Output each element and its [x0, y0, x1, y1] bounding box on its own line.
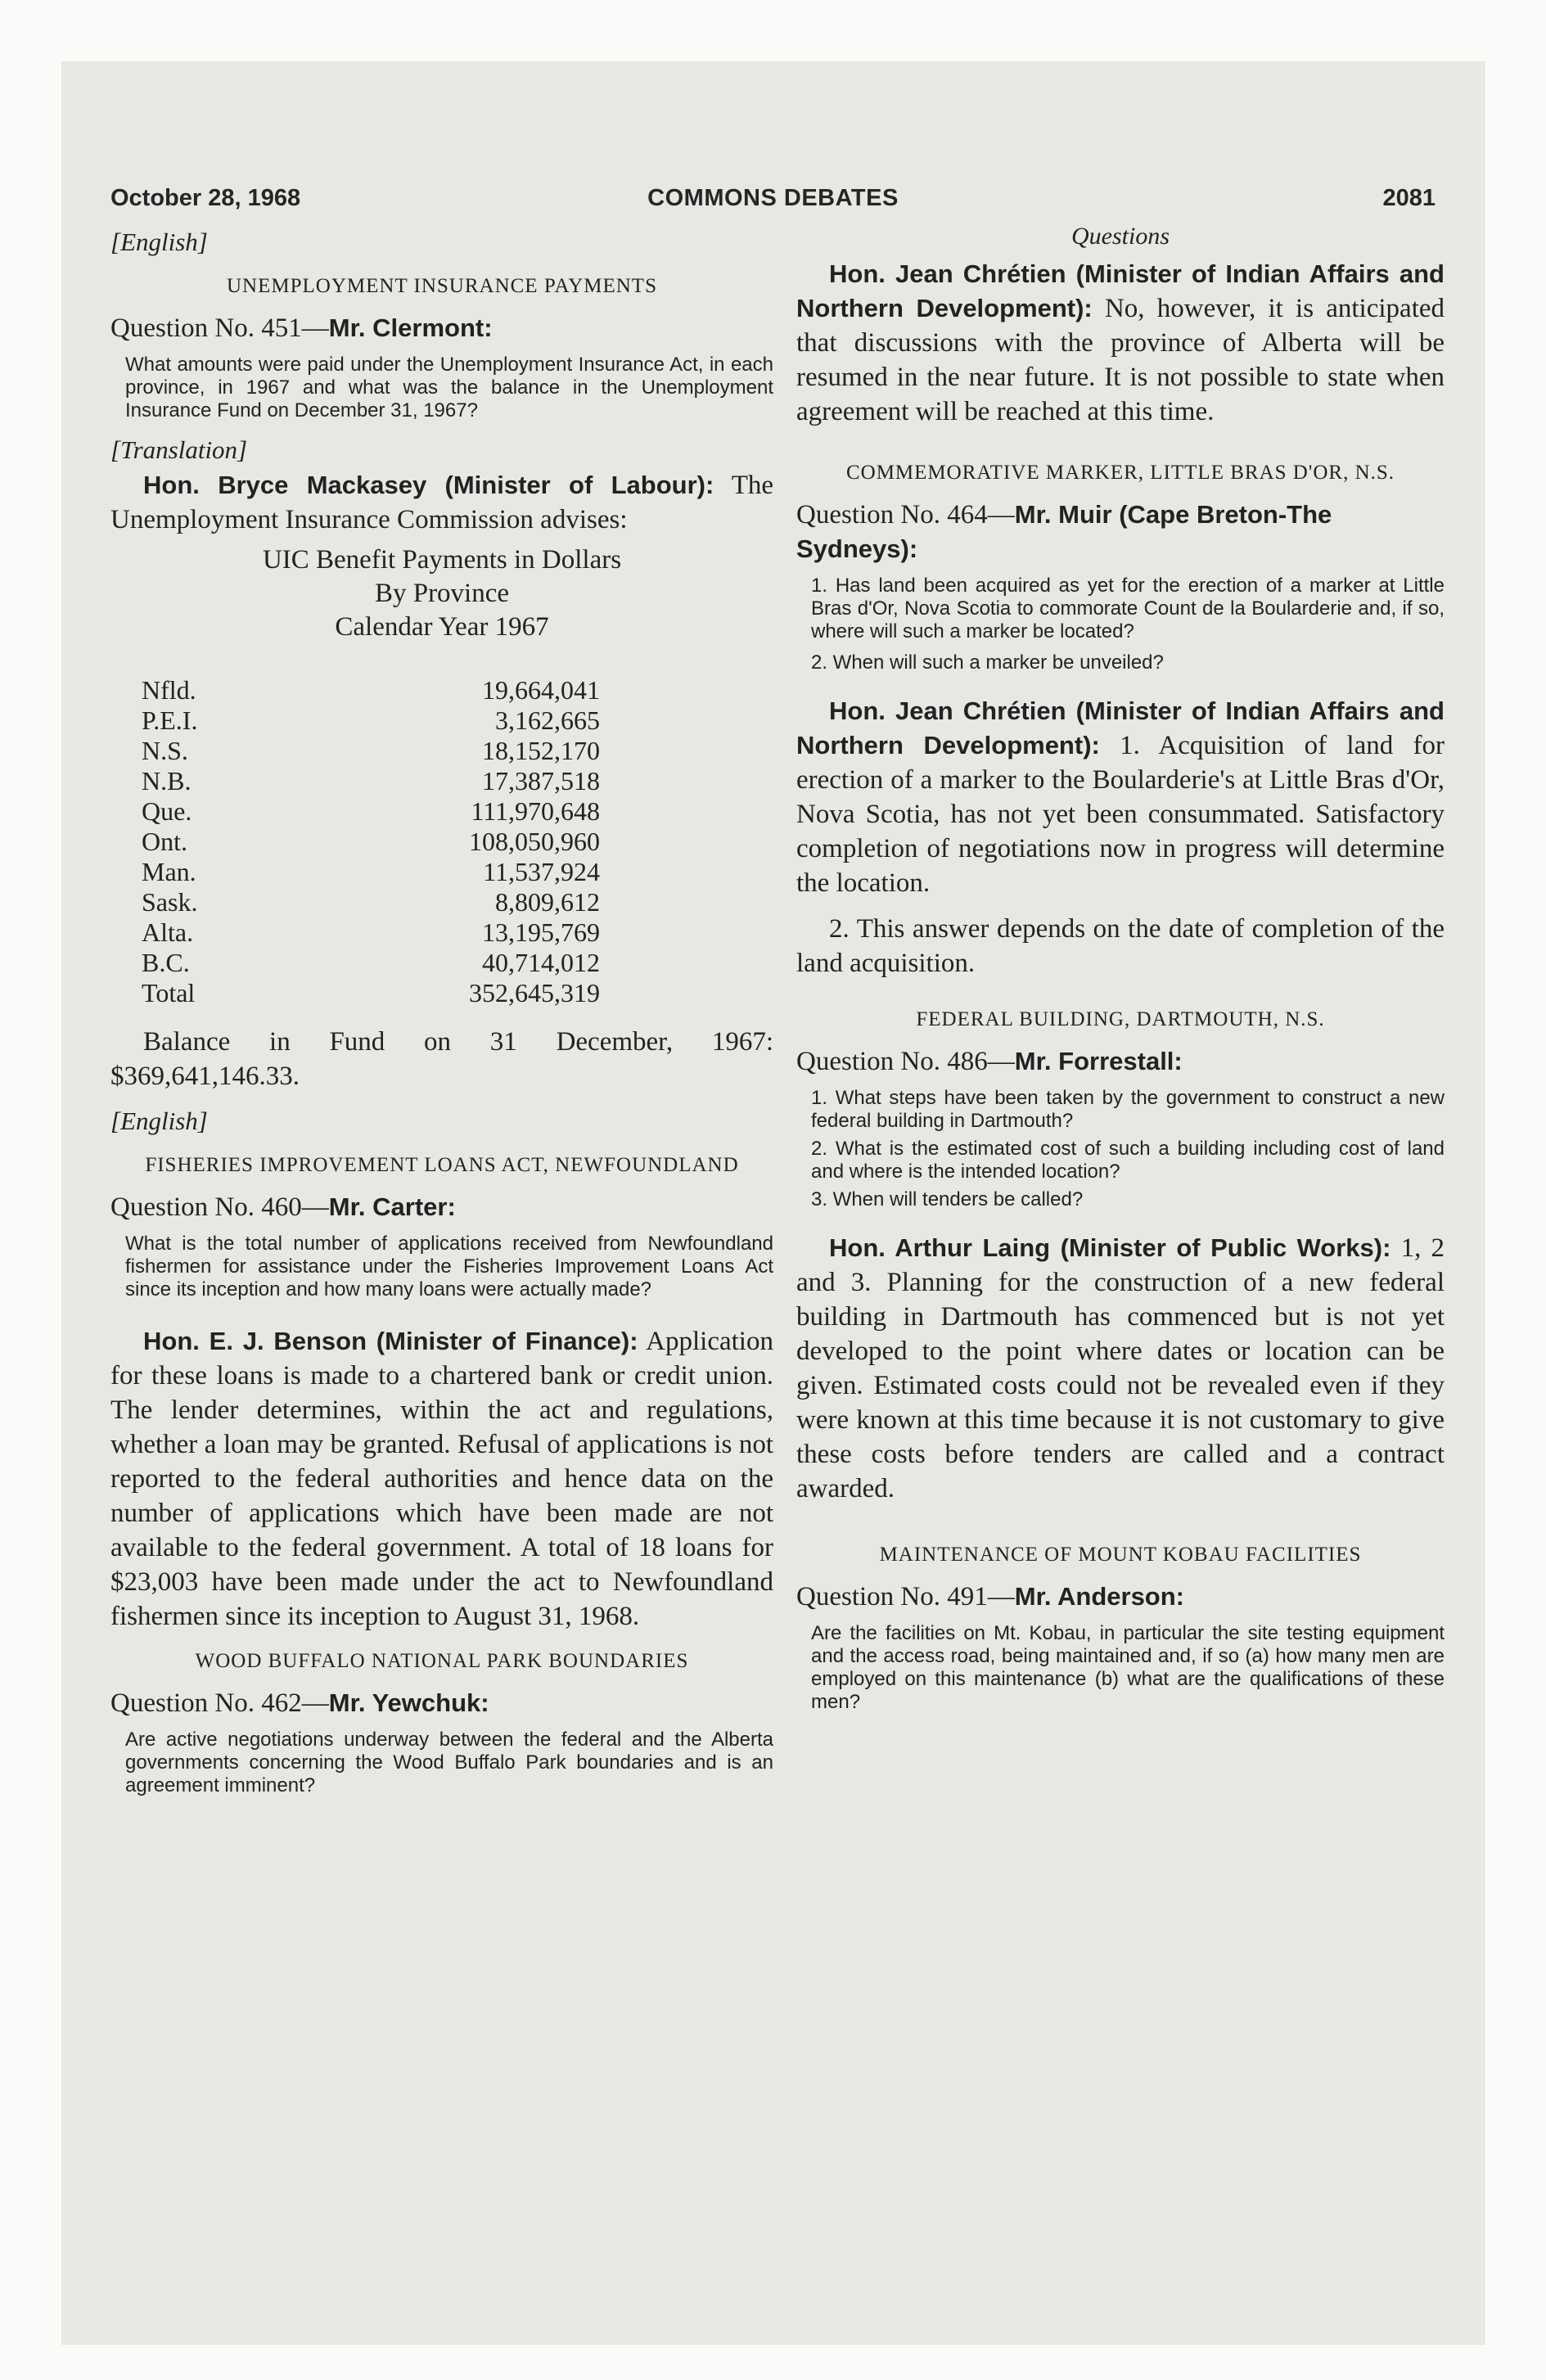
- member-name: Mr. Muir (Cape Breton-The Sydneys):: [796, 500, 1332, 563]
- province-cell: Man.: [142, 857, 196, 886]
- question-number: Question No. 462—: [110, 1688, 329, 1718]
- question-text: Are the facilities on Mt. Kobau, in particular the site testing equipment and the access road, being maintained and, if so (a) how many men are employed on this maintenance (b) what are the qualifications of these men?: [811, 1622, 1445, 1713]
- amount-cell: 40,714,012: [482, 948, 600, 977]
- question-text: 1. What steps have been taken by the government to construct a new federal building in Dartmouth?: [811, 1087, 1445, 1132]
- question-text: Are active negotiations underway between the federal and the Alberta governments concerning the Wood Buffalo Park boundaries and is an agreement imminent?: [125, 1729, 773, 1796]
- benefit-payments-table: [142, 675, 600, 1008]
- section-label: Questions: [1071, 223, 1170, 250]
- speaker: Hon. Arthur Laing (Minister of Public Works):: [829, 1233, 1391, 1262]
- answer: [796, 694, 1445, 900]
- amount-cell: 111,970,648: [471, 796, 600, 826]
- amount-cell: 352,645,319: [469, 978, 600, 1007]
- answer: [796, 1231, 1445, 1506]
- table-total-row: [142, 978, 600, 1008]
- member-name: Mr. Yewchuk:: [328, 1688, 489, 1717]
- table-title: UIC Benefit Payments in Dollars: [262, 545, 622, 575]
- amount-cell: 8,809,612: [495, 887, 600, 917]
- speaker: Hon. Jean Chrétien (Minister of Indian Affairs and Northern Development):: [796, 259, 1445, 322]
- answer: [796, 257, 1445, 429]
- answer-text: No, however, it is anticipated that discussions with the province of Alberta will be resumed in the near future. It is not possible to state when agreement will be reached at this time.: [796, 294, 1445, 426]
- question-text: What is the total number of applications received from Newfoundland fishermen for assistance under the Fisheries Improvement Loans Act since its inception and how many loans were actually made?: [125, 1233, 773, 1300]
- member-name: Mr. Clermont:: [328, 313, 493, 342]
- section-heading: COMMEMORATIVE MARKER, LITTLE BRAS D'OR, N.S.: [845, 462, 1395, 484]
- language-tag: [English]: [110, 228, 208, 256]
- member-name: Mr. Anderson:: [1014, 1582, 1185, 1611]
- amount-cell: 17,387,518: [482, 766, 600, 796]
- province-cell: N.S.: [142, 736, 188, 765]
- section-heading: WOOD BUFFALO NATIONAL PARK BOUNDARIES: [195, 1650, 689, 1672]
- page-number: 2081: [1382, 185, 1436, 211]
- amount-cell: 11,537,924: [483, 857, 600, 886]
- question-number: Question No. 491—: [796, 1582, 1015, 1611]
- question-text: 1. Has land been acquired as yet for the erection of a marker at Little Bras d'Or, Nova Scotia to commorate Count de la Boularderie and, if so, where will such a marker be located?: [811, 575, 1445, 642]
- section-heading: UNEMPLOYMENT INSURANCE PAYMENTS: [227, 275, 657, 297]
- left-column: [110, 221, 773, 1809]
- member-name: Mr. Carter:: [328, 1192, 456, 1221]
- question-line: [796, 1044, 1445, 1079]
- question-number: Question No. 464—: [796, 500, 1015, 530]
- province-cell: Que.: [142, 796, 192, 826]
- table-row: [142, 948, 600, 978]
- province-cell: Nfld.: [142, 675, 196, 705]
- question-line: [110, 311, 773, 345]
- right-column: [796, 221, 1445, 1725]
- question-line: [110, 1686, 773, 1720]
- answer-text: Application for these loans is made to a chartered bank or credit union. The lender determines, within the act and regulations, whether a loan may be granted. Refusal of applications is not reported to the federal authorities and hence data on the number of applications which have been made are not available to the federal government. A total of 18 loans for $23,003 have been made under the act to Newfoundland fishermen since its inception to August 31, 1968.: [110, 1327, 773, 1631]
- amount-cell: 18,152,170: [482, 736, 600, 765]
- question-number: Question No. 451—: [110, 313, 329, 343]
- speaker: Hon. Jean Chrétien (Minister of Indian Affairs and Northern Development):: [796, 696, 1445, 760]
- table-row: [142, 917, 600, 948]
- answer-text: 2. This answer depends on the date of completion of the land acquisition.: [796, 914, 1445, 978]
- table-row: [142, 827, 600, 857]
- question-number: Question No. 486—: [796, 1047, 1015, 1076]
- balance-statement: Balance in Fund on 31 December, 1967: $369,641,146.33.: [110, 1027, 773, 1091]
- header-date: October 28, 1968: [110, 185, 301, 211]
- province-cell: N.B.: [142, 766, 192, 796]
- question-number: Question No. 460—: [110, 1192, 329, 1222]
- province-cell: B.C.: [142, 948, 190, 977]
- province-cell: Alta.: [142, 917, 194, 947]
- answer-text: The Unemployment Insurance Commission advises:: [110, 471, 774, 534]
- section-heading: MAINTENANCE OF MOUNT KOBAU FACILITIES: [879, 1544, 1362, 1566]
- answer-text: 1, 2 and 3. Planning for the construction of a new federal building in Dartmouth has commenced but is not yet developed to the point where dates or location can be given. Estimated costs could not be revealed even if they were known at this time because it is not customary to give these costs before tenders are called and a contract awarded.: [796, 1233, 1445, 1503]
- language-tag: [Translation]: [110, 435, 248, 464]
- table-subtitle: Calendar Year 1967: [335, 612, 549, 642]
- table-row: [142, 887, 600, 917]
- province-cell: Sask.: [142, 887, 198, 917]
- header-title: COMMONS DEBATES: [647, 185, 899, 211]
- answer-text: 1. Acquisition of land for erection of a marker to the Boularderie's at Little Bras d'Or, Nova Scotia, has not yet been consummated. Satisfactory completion of negotiations now in progress will determine the location.: [796, 731, 1445, 898]
- table-row: [142, 796, 600, 827]
- table-subtitle: By Province: [374, 579, 510, 608]
- section-heading: FEDERAL BUILDING, DARTMOUTH, N.S.: [916, 1008, 1325, 1030]
- speaker: Hon. E. J. Benson (Minister of Finance):: [143, 1327, 638, 1355]
- answer: [110, 468, 773, 537]
- question-text: 2. What is the estimated cost of such a building including cost of land and where is the intended location?: [811, 1138, 1445, 1183]
- table-row: [142, 675, 600, 705]
- question-line: [110, 1190, 773, 1224]
- amount-cell: 13,195,769: [482, 917, 600, 947]
- province-cell: P.E.I.: [142, 705, 198, 735]
- amount-cell: 19,664,041: [482, 675, 600, 705]
- speaker: Hon. Bryce Mackasey (Minister of Labour):: [143, 471, 714, 499]
- province-cell: Total: [142, 978, 196, 1007]
- amount-cell: 3,162,665: [495, 705, 600, 735]
- amount-cell: 108,050,960: [469, 827, 600, 856]
- question-text: 2. When will such a marker be unveiled?: [811, 651, 1164, 674]
- language-tag: [English]: [110, 1107, 208, 1135]
- province-cell: Ont.: [142, 827, 187, 856]
- question-line: [796, 498, 1445, 566]
- question-text: 3. When will tenders be called?: [811, 1188, 1084, 1210]
- table-row: [142, 705, 600, 736]
- section-heading: FISHERIES IMPROVEMENT LOANS ACT, NEWFOUNDLAND: [145, 1154, 739, 1176]
- table-row: [142, 766, 600, 796]
- member-name: Mr. Forrestall:: [1014, 1047, 1183, 1075]
- table-row: [142, 736, 600, 766]
- table-row: [142, 857, 600, 887]
- running-header: [110, 185, 1436, 224]
- question-line: [796, 1580, 1445, 1614]
- answer: [110, 1324, 773, 1634]
- question-text: What amounts were paid under the Unemployment Insurance Act, in each province, in 1967 and what was the balance in the Unemployment Insurance Fund on December 31, 1967?: [125, 354, 773, 421]
